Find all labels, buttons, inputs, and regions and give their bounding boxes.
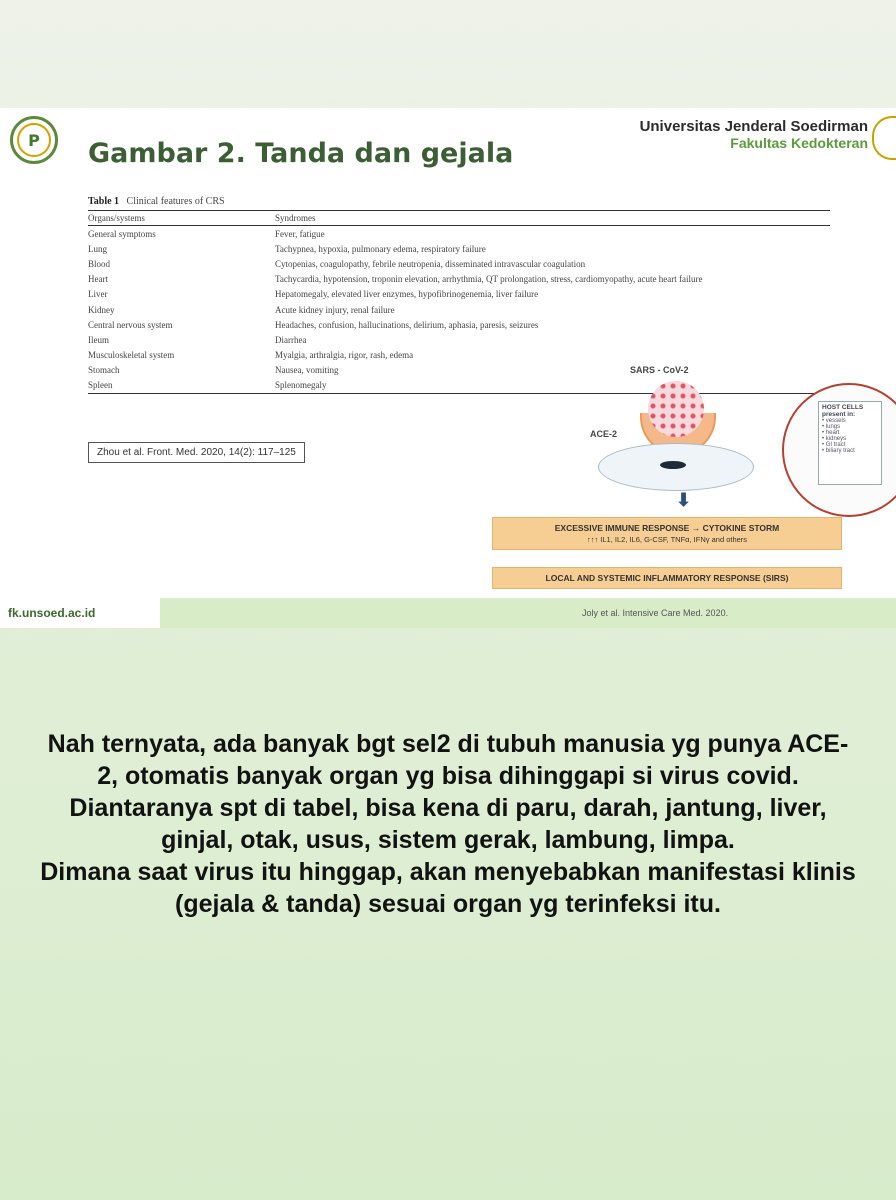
cytokine-diagram — [480, 363, 896, 628]
table-row — [88, 287, 830, 302]
organ-cell: Liver — [88, 289, 108, 300]
university-header — [640, 118, 868, 151]
university-name: Universitas Jenderal Soedirman — [639, 118, 868, 135]
organ-cell: Spleen — [88, 378, 275, 394]
organ-cell: Stomach — [88, 365, 120, 376]
table-row — [88, 332, 830, 347]
organ-cell: Ileum — [88, 334, 109, 345]
cell-nucleus — [660, 461, 686, 469]
host-cell-item: • vessels — [822, 418, 846, 424]
host-cell-item: • lungs — [822, 424, 841, 430]
footer-citation: Joly et al. Intensive Care Med. 2020. — [582, 608, 729, 618]
organ-cell: Kidney — [88, 304, 115, 315]
syndrome-cell: Cytopenias, coagulopathy, febrile neutropenia, disseminated intravascular coagulation — [275, 258, 586, 269]
syndrome-cell: Splenomegaly — [275, 378, 830, 394]
table-row — [88, 348, 830, 363]
syndrome-cell: Hepatomegaly, elevated liver enzymes, hypofibrinogenemia, liver failure — [275, 289, 539, 300]
host-cells-box: HOST CELLS present in: • vessels • lungs • heart • kidneys • GI tract • biliary tract — [818, 401, 882, 485]
table-row — [88, 317, 830, 332]
syndrome-cell: Tachycardia, hypotension, troponin elevation, arrhythmia, QT prolongation, stress, cardiomyopathy, acute heart failure — [275, 274, 703, 285]
table-row — [88, 272, 830, 287]
host-cell-item: • heart — [822, 430, 840, 436]
organ-cell: Blood — [88, 258, 111, 269]
faculty-name: Fakultas Kedokteran — [730, 135, 868, 151]
host-cell-item: • GI tract — [822, 442, 846, 448]
syndrome-cell: Tachypnea, hypoxia, pulmonary edema, respiratory failure — [275, 243, 486, 254]
syndrome-cell: Diarrhea — [275, 334, 307, 345]
syndrome-cell: Myalgia, arthralgia, rigor, rash, edema — [275, 350, 414, 361]
sirs-box: LOCAL AND SYSTEMIC INFLAMMATORY RESPONSE (SIRS) — [492, 567, 842, 589]
organ-cell: Heart — [88, 274, 108, 285]
table-caption: Table 1 Clinical features of CRS — [88, 196, 225, 207]
arrow-down-icon: ⬇ — [676, 490, 692, 510]
footer-url: fk.unsoed.ac.id — [0, 598, 160, 628]
virus-label: SARS - CoV-2 — [630, 365, 689, 375]
syndrome-cell: Headaches, confusion, hallucinations, delirium, aphasia, paresis, seizures — [275, 319, 539, 330]
organ-cell: General symptoms — [88, 228, 156, 239]
receptor-label: ACE-2 — [590, 429, 618, 439]
university-logo — [872, 116, 896, 160]
caption-line: Dimana saat virus itu hinggap, akan menyebabkan manifestasi klinis (gejala & tanda) sesuai organ yg terinfeksi itu. — [40, 858, 856, 918]
presentation-slide — [0, 108, 896, 628]
virus-icon — [648, 381, 704, 437]
cytokine-storm-box: EXCESSIVE IMMUNE RESPONSE → CYTOKINE STORM ↑↑↑ IL1, IL2, IL6, G-CSF, TNFα, IFNγ and others — [492, 517, 842, 550]
organ-cell: Lung — [88, 243, 107, 254]
header-organs: Organs/systems — [88, 211, 275, 226]
table-row — [88, 302, 830, 317]
organ-cell: Musculoskeletal system — [88, 350, 175, 361]
table-citation: Zhou et al. Front. Med. 2020, 14(2): 117–125 — [88, 442, 305, 463]
organ-cell: Central nervous system — [88, 319, 173, 330]
syndrome-cell: Fever, fatigue — [275, 228, 325, 239]
faculty-logo: Ρ — [10, 116, 58, 164]
table-row — [88, 256, 830, 271]
table-row — [88, 226, 830, 242]
host-cell-item: • kidneys — [822, 436, 847, 442]
host-cell-item: • biliary tract — [822, 448, 855, 454]
caption-line: Diantaranya spt di tabel, bisa kena di paru, darah, jantung, liver, ginjal, otak, usus, sistem gerak, lambung, limpa. — [69, 794, 827, 854]
caption-text — [40, 728, 856, 920]
syndrome-cell: Acute kidney injury, renal failure — [275, 304, 395, 315]
table-row — [88, 241, 830, 256]
slide-title: Gambar 2. Tanda dan gejala — [88, 138, 514, 169]
header-syndromes: Syndromes — [275, 211, 830, 226]
syndrome-cell: Nausea, vomiting — [275, 365, 339, 376]
caption-line: Nah ternyata, ada banyak bgt sel2 di tubuh manusia yg punya ACE-2, otomatis banyak organ yg bisa dihinggapi si virus covid. — [47, 730, 849, 790]
